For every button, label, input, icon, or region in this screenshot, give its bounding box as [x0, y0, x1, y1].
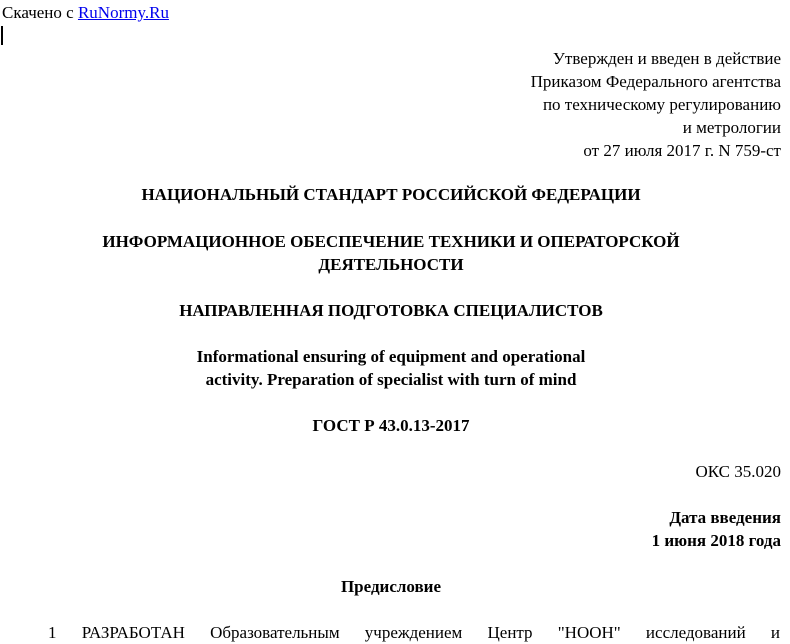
approval-line: и метрологии: [682, 118, 781, 137]
english-title-line-2: activity. Preparation of specialist with turn of mind: [205, 370, 577, 389]
approval-line: Утвержден и введен в действие: [552, 49, 781, 68]
standard-title-line-1: ИНФОРМАЦИОННОЕ ОБЕСПЕЧЕНИЕ ТЕХНИКИ И ОПЕРАТОРСКОЙ: [102, 232, 680, 251]
english-title-line-1: Informational ensuring of equipment and operational: [196, 347, 586, 366]
oks-code: ОКС 35.020: [695, 462, 781, 481]
foreword-paragraph: 1 РАЗРАБОТАН Образовательным учреждением Центр "НООН" исследований и: [48, 623, 780, 642]
approval-line: от 27 июля 2017 г. N 759-ст: [583, 141, 781, 160]
runormy-link[interactable]: RuNormy.Ru: [77, 3, 169, 22]
approval-line: Приказом Федерального агентства: [530, 72, 781, 91]
introduction-date-value: 1 июня 2018 года: [651, 531, 781, 550]
text-cursor: [1, 26, 3, 45]
source-prefix: Скачено с: [2, 3, 78, 22]
english-title: [0, 345, 782, 391]
introduction-date-label: Дата введения: [669, 508, 781, 527]
standard-title-line-2: ДЕЯТЕЛЬНОСТИ: [318, 255, 464, 274]
approval-block: [531, 47, 781, 162]
foreword-title: Предисловие: [340, 577, 442, 596]
national-standard-heading: НАЦИОНАЛЬНЫЙ СТАНДАРТ РОССИЙСКОЙ ФЕДЕРАЦИИ: [141, 185, 641, 204]
source-line: [2, 2, 169, 24]
introduction-date-block: [652, 506, 781, 552]
standard-title-heading: [0, 230, 782, 276]
standard-subtitle-heading: НАПРАВЛЕННАЯ ПОДГОТОВКА СПЕЦИАЛИСТОВ: [179, 301, 603, 320]
approval-line: по техническому регулированию: [542, 95, 781, 114]
gost-number: ГОСТ Р 43.0.13-2017: [312, 416, 470, 435]
